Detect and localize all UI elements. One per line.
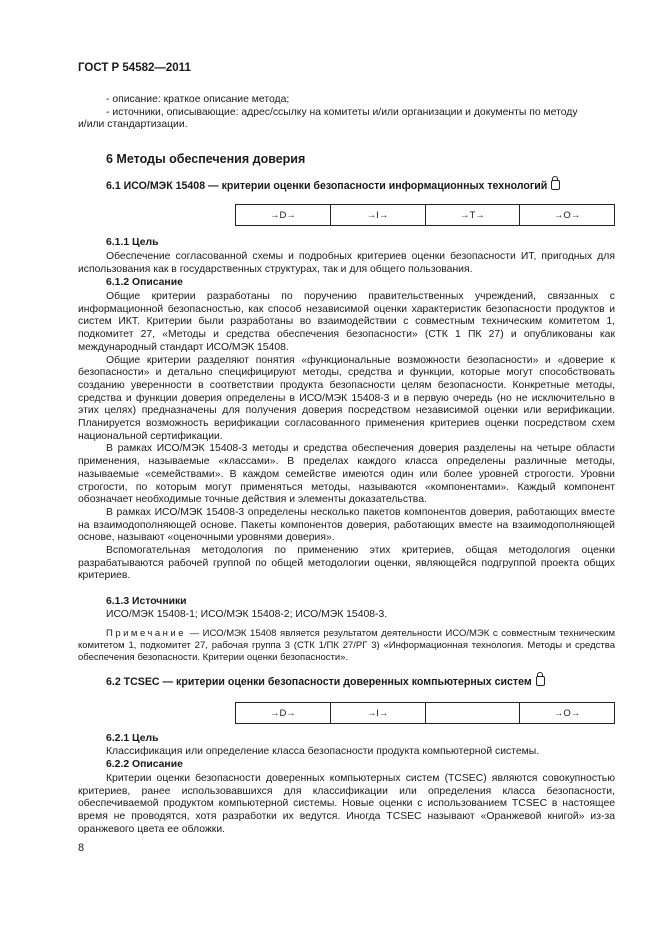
intro-line: - описание: краткое описание метода; bbox=[106, 94, 290, 105]
paragraph: Вспомогательная методология по применению этих критериев, общая методология оценки разрабатываются рабочей группой по общей методологии оценки, являющейся подгруппой проекта общих критериев. bbox=[78, 545, 615, 582]
section-6-1-title-text: 6.1 ИСО/МЭК 15408 — критерии оценки безопасности информационных технологий bbox=[106, 180, 548, 192]
intro-line: и/или стандартизации. bbox=[78, 119, 188, 131]
flow-cell-o: →O→ bbox=[553, 209, 581, 221]
paragraph: В рамках ИСО/МЭК 15408-3 методы и средства обеспечения доверия разделены на четыре области применения, называемые «классами». В пределах каждого класса определены различные методы, называемые «семействами». В каждом семействе имеются один или более уровней строгости. Уровни строгости, по которым могут применяться методы, называются «компонентами». Каждый компонент обозначает необходимые точные действия и элементы доказательства. bbox=[78, 443, 615, 506]
process-flow-6-1 bbox=[235, 204, 615, 226]
section-6-2-title-text: 6.2 TCSEC — критерии оценки безопасности доверенных компьютерных систем bbox=[106, 676, 532, 688]
note-label: Примечание bbox=[106, 628, 186, 639]
section-6-1-2-title: 6.1.2 Описание bbox=[106, 277, 183, 288]
section-6-2-2-title: 6.2.2 Описание bbox=[106, 759, 183, 770]
paragraph: Общие критерии разработаны по поручению правительственных учреждений, связанных с информационной безопасностью, как способ независимой оценки характеристик безопасности продуктов и систем ИКТ. Критерии были разработаны во взаимодействии с совместным техническим комитетом 1, подкомитет 27, «Методы и средства обеспечения безопасности» (СТК 1 ПК 27) и опубликованы как международный стандарт ИСО/МЭК 15408. bbox=[78, 291, 615, 353]
page-number: 8 bbox=[78, 842, 85, 854]
section-6-2-2-text: Критерии оценки безопасности доверенных компьютерных систем (TCSEC) являются совокупностью критериев, ранее использовавшихся для классификации или определения класса безопасности, обеспечиваемой продуктом компьютерной системы. Новые оценки с использованием TCSEC в настоящее время не проводятся, хотя разработки их ведутся. Иногда TCSEC называют «Оранжевой книгой» из-за оранжевого цвета ее обложки. bbox=[78, 773, 615, 835]
flow-cell-d: →D→ bbox=[236, 205, 331, 225]
process-flow-6-2 bbox=[235, 702, 615, 724]
intro-line: - источники, описывающие: адрес/ссылку на комитеты и/или организации и документы по методу bbox=[106, 106, 578, 118]
flow-cell-d: →D→ bbox=[236, 703, 331, 723]
flow-cell-empty bbox=[426, 703, 521, 723]
section-6-title: 6 Методы обеспечения доверия bbox=[106, 152, 306, 166]
flow-cell-t: →T→ bbox=[426, 205, 521, 225]
section-6-1-title bbox=[106, 180, 560, 192]
flow-cell-i: →I→ bbox=[331, 703, 426, 723]
section-6-1-3-title: 6.1.3 Источники bbox=[106, 596, 187, 607]
section-6-1-2-body bbox=[78, 291, 615, 583]
section-6-1-1-text: Обеспечение согласованной схемы и подробных критериев оценки безопасности ИТ, пригодных для использования как в государственных структурах, так и для общего пользования. bbox=[78, 251, 615, 275]
flow-cell-o: →O→ bbox=[553, 707, 581, 719]
note bbox=[78, 628, 615, 665]
lock-icon bbox=[536, 676, 545, 686]
section-6-1-1-title: 6.1.1 Цель bbox=[106, 237, 159, 248]
flow-cell-i: →I→ bbox=[331, 205, 426, 225]
note-text: — ИСО/МЭК 15408 является результатом деятельности ИСО/МЭК с совместным техническим комитетом 1, подкомитет 27, рабочая группа 3 (СТК 1/ПК 27/РГ 3) «Информационная технология. Методы и средства обеспечения безопасности. Критерии оценки безопасности». bbox=[78, 628, 615, 664]
section-6-2-1-text: Классификация или определение класса безопасности продукта компьютерной системы. bbox=[106, 746, 540, 757]
intro-list bbox=[78, 94, 615, 132]
section-6-2-title bbox=[106, 676, 545, 688]
section-6-2-1-title: 6.2.1 Цель bbox=[106, 733, 159, 744]
document-header: ГОСТ Р 54582—2011 bbox=[78, 62, 191, 74]
paragraph: Общие критерии разделяют понятия «функциональные возможности безопасности» и «доверие к безопасности» и детально специфицируют методы, средства и функции, которые могут способствовать созданию уверенности в соответствии продукта безопасности целям безопасности. Конкретные методы, средства и функции доверия определены в ИСО/МЭК 15408-3 и в первую очередь (но не исключительно в этих целях) предназначены для получения доверия посредством независимой оценки или верификации. Планируется возможность верификации согласованного применения критериев оценки посредством схем национальной сертификации. bbox=[78, 354, 615, 442]
lock-icon bbox=[551, 180, 560, 190]
paragraph: В рамках ИСО/МЭК 15408-3 определены несколько пакетов компонентов доверия, работающих вместе на взаимодополняющей основе. Пакеты компонентов доверия, работающих вместе на взаимодополняющей основе, называют «оценочными уровнями доверия». bbox=[78, 506, 615, 544]
section-6-1-3-text: ИСО/МЭК 15408-1; ИСО/МЭК 15408-2; ИСО/МЭК 15408-3. bbox=[106, 609, 388, 620]
